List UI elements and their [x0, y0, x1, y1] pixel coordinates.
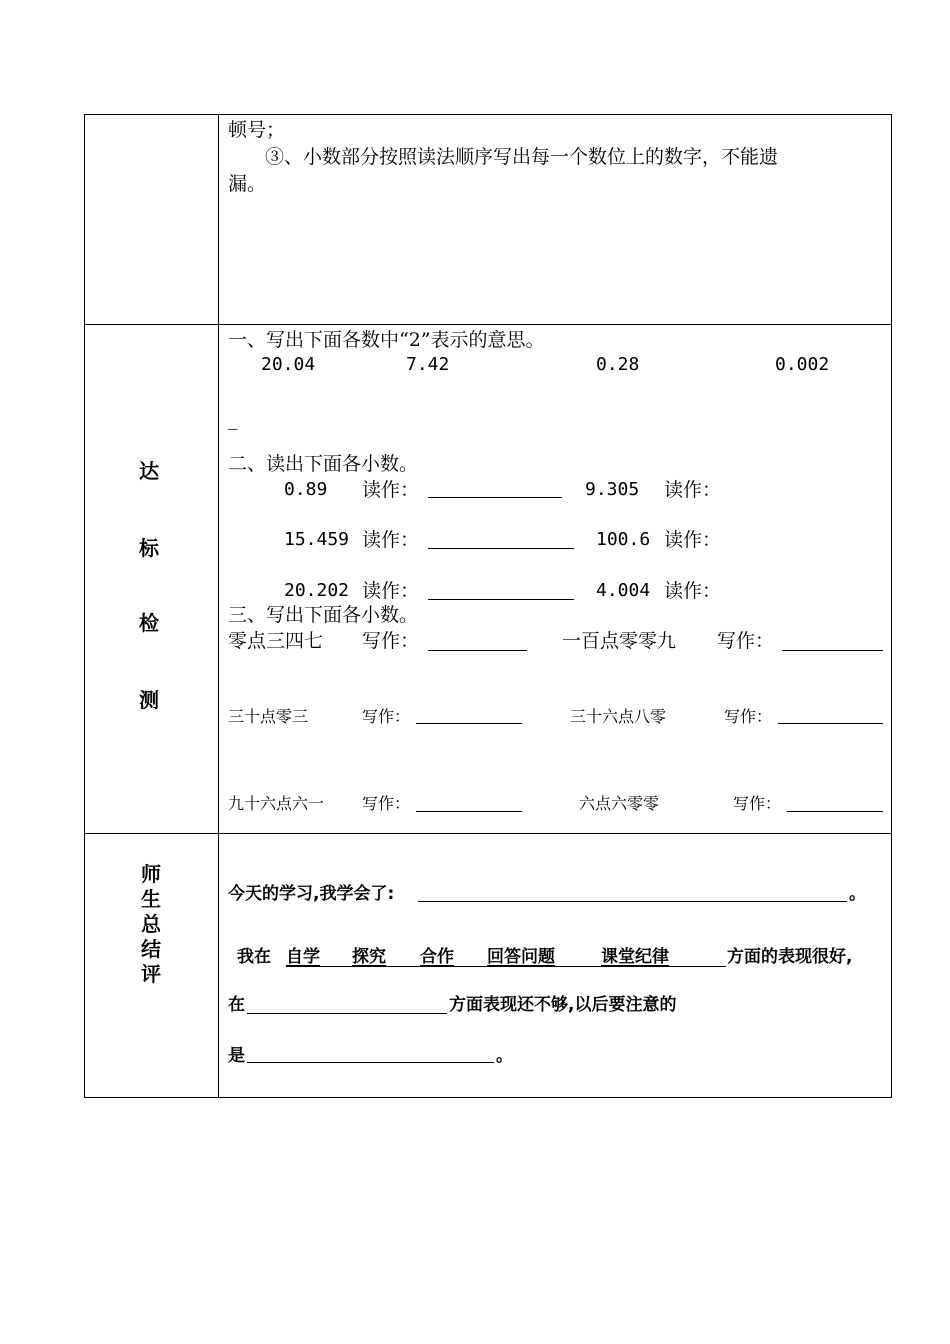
write-answer-blank[interactable] — [428, 650, 527, 651]
summary-line-1-suffix: 。 — [849, 884, 866, 904]
q2-item: 15.459 — [284, 529, 350, 550]
side-label-da: 达 — [139, 459, 159, 483]
q3-item: 六点六零零 — [579, 794, 660, 813]
side-label-zong: 总 — [141, 912, 161, 936]
summary-line-2-suffix: 方面的表现很好, — [727, 947, 853, 967]
q2-item: 100.6 — [596, 529, 651, 550]
option-hezuo[interactable]: 合作 — [420, 947, 454, 967]
read-label: 读作： — [362, 529, 420, 551]
write-answer-blank[interactable] — [787, 811, 883, 812]
side-label-jian: 检 — [139, 611, 159, 635]
q3-item: 三十点零三 — [228, 707, 309, 726]
read-answer-blank[interactable] — [428, 548, 574, 549]
read-label: 读作： — [664, 580, 722, 602]
q2-item: 20.202 — [284, 580, 350, 601]
q1-dash: _ — [228, 408, 238, 430]
top-text-line-2: ③、小数部分按照读法顺序写出每一个数位上的数字，不能遗 — [265, 146, 779, 168]
read-answer-blank[interactable] — [428, 599, 574, 600]
read-label: 读作： — [664, 479, 722, 501]
row-divider-2 — [84, 833, 892, 834]
q3-item: 零点三四七 — [228, 630, 324, 652]
write-label: 写作： — [724, 707, 773, 726]
q2-item: 9.305 — [585, 479, 640, 500]
side-label-jie: 结 — [141, 937, 161, 961]
side-label-sheng: 生 — [141, 887, 161, 911]
option-huida-wenti[interactable]: 回答问题 — [487, 947, 555, 967]
options-underline — [286, 966, 726, 967]
q1-number: 0.002 — [775, 354, 830, 375]
learned-blank[interactable] — [418, 901, 847, 902]
write-label: 写作： — [362, 707, 411, 726]
write-label: 写作： — [362, 794, 411, 813]
side-label-shi: 师 — [141, 862, 161, 886]
write-label: 写作： — [733, 794, 782, 813]
read-answer-blank[interactable] — [428, 497, 562, 498]
q2-item: 4.004 — [596, 580, 651, 601]
q3-item: 三十六点八零 — [570, 707, 667, 726]
write-answer-blank[interactable] — [778, 723, 883, 724]
q3-item: 一百点零零九 — [562, 630, 677, 652]
side-label-ce: 测 — [139, 688, 159, 712]
table-left-border — [84, 114, 85, 1098]
option-ketang-jilv[interactable]: 课堂纪律 — [601, 947, 669, 967]
attention-blank[interactable] — [247, 1062, 494, 1063]
q1-number: 0.28 — [596, 354, 640, 375]
table-bottom-border — [84, 1097, 892, 1098]
summary-line-4-prefix: 是 — [228, 1046, 245, 1066]
read-label: 读作： — [664, 529, 722, 551]
summary-line-1-prefix: 今天的学习,我学会了: — [228, 884, 395, 904]
summary-line-2-prefix: 我在 — [237, 947, 271, 967]
write-answer-blank[interactable] — [416, 811, 522, 812]
write-answer-blank[interactable] — [782, 650, 883, 651]
q2-title: 二、读出下面各小数。 — [228, 453, 419, 475]
write-label: 写作： — [362, 630, 420, 652]
q2-item: 0.89 — [284, 479, 328, 500]
option-tanjiu[interactable]: 探究 — [352, 947, 386, 967]
q1-number: 7.42 — [406, 354, 450, 375]
top-text-line-1: 顿号； — [228, 119, 286, 141]
row-divider-1 — [84, 324, 892, 325]
top-text-line-3: 漏。 — [228, 173, 267, 195]
side-label-biao: 标 — [139, 536, 159, 560]
weakness-blank[interactable] — [247, 1013, 447, 1014]
summary-line-4-suffix: 。 — [496, 1046, 513, 1066]
option-zixue[interactable]: 自学 — [286, 947, 320, 967]
column-divider — [218, 114, 219, 1098]
q1-title: 一、写出下面各数中“2”表示的意思。 — [228, 329, 545, 351]
write-label: 写作： — [717, 630, 775, 652]
q1-number: 20.04 — [261, 354, 316, 375]
read-label: 读作： — [362, 479, 420, 501]
table-top-border — [84, 114, 892, 115]
q3-title: 三、写出下面各小数。 — [228, 604, 419, 626]
q3-item: 九十六点六一 — [228, 794, 325, 813]
write-answer-blank[interactable] — [416, 723, 522, 724]
summary-line-3-suffix: 方面表现还不够,以后要注意的 — [449, 995, 677, 1015]
side-label-ping: 评 — [141, 962, 161, 986]
table-right-border — [891, 114, 892, 1098]
read-label: 读作： — [362, 580, 420, 602]
summary-line-3-prefix: 在 — [228, 995, 245, 1015]
